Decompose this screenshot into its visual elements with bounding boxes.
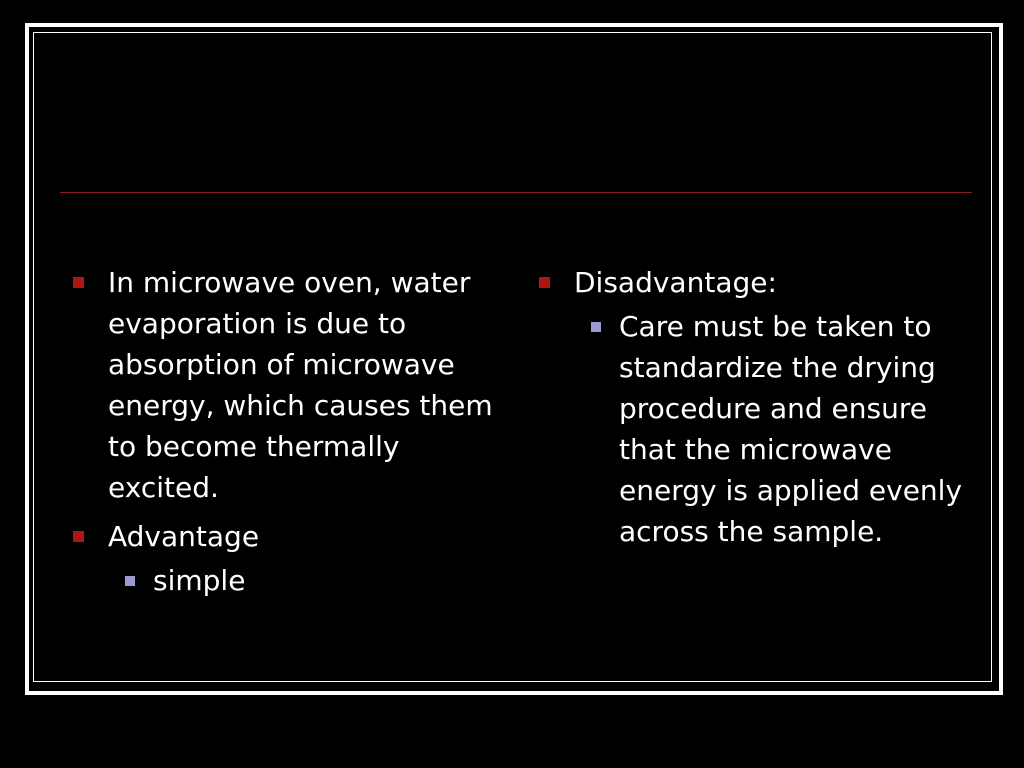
sub-bullet-list (108, 560, 500, 601)
sub-bullet-text: simple (153, 564, 246, 597)
bullet-text: Disadvantage: (574, 266, 777, 299)
left-bullet-list (70, 262, 500, 601)
left-bullet-item (70, 262, 500, 508)
sub-bullet-list (574, 306, 966, 552)
sub-bullet-item (108, 560, 500, 601)
square-bullet-icon (539, 277, 550, 288)
right-bullet-item (536, 262, 966, 552)
left-bullet-item (70, 516, 500, 601)
sub-bullet-text: Care must be taken to standardize the drying procedure and ensure that the microwave energy is applied evenly across the sample. (619, 310, 963, 548)
bullet-text: Advantage (108, 520, 260, 553)
square-sub-bullet-icon (125, 576, 135, 586)
square-sub-bullet-icon (591, 322, 601, 332)
bullet-text: In microwave oven, water evaporation is due to absorption of microwave energy, which causes them to become thermally excited. (108, 266, 493, 504)
right-content-column (536, 262, 966, 560)
right-bullet-list (536, 262, 966, 552)
square-bullet-icon (73, 277, 84, 288)
sub-bullet-item (574, 306, 966, 552)
left-content-column (70, 262, 500, 609)
square-bullet-icon (73, 531, 84, 542)
title-divider-line (60, 192, 972, 193)
